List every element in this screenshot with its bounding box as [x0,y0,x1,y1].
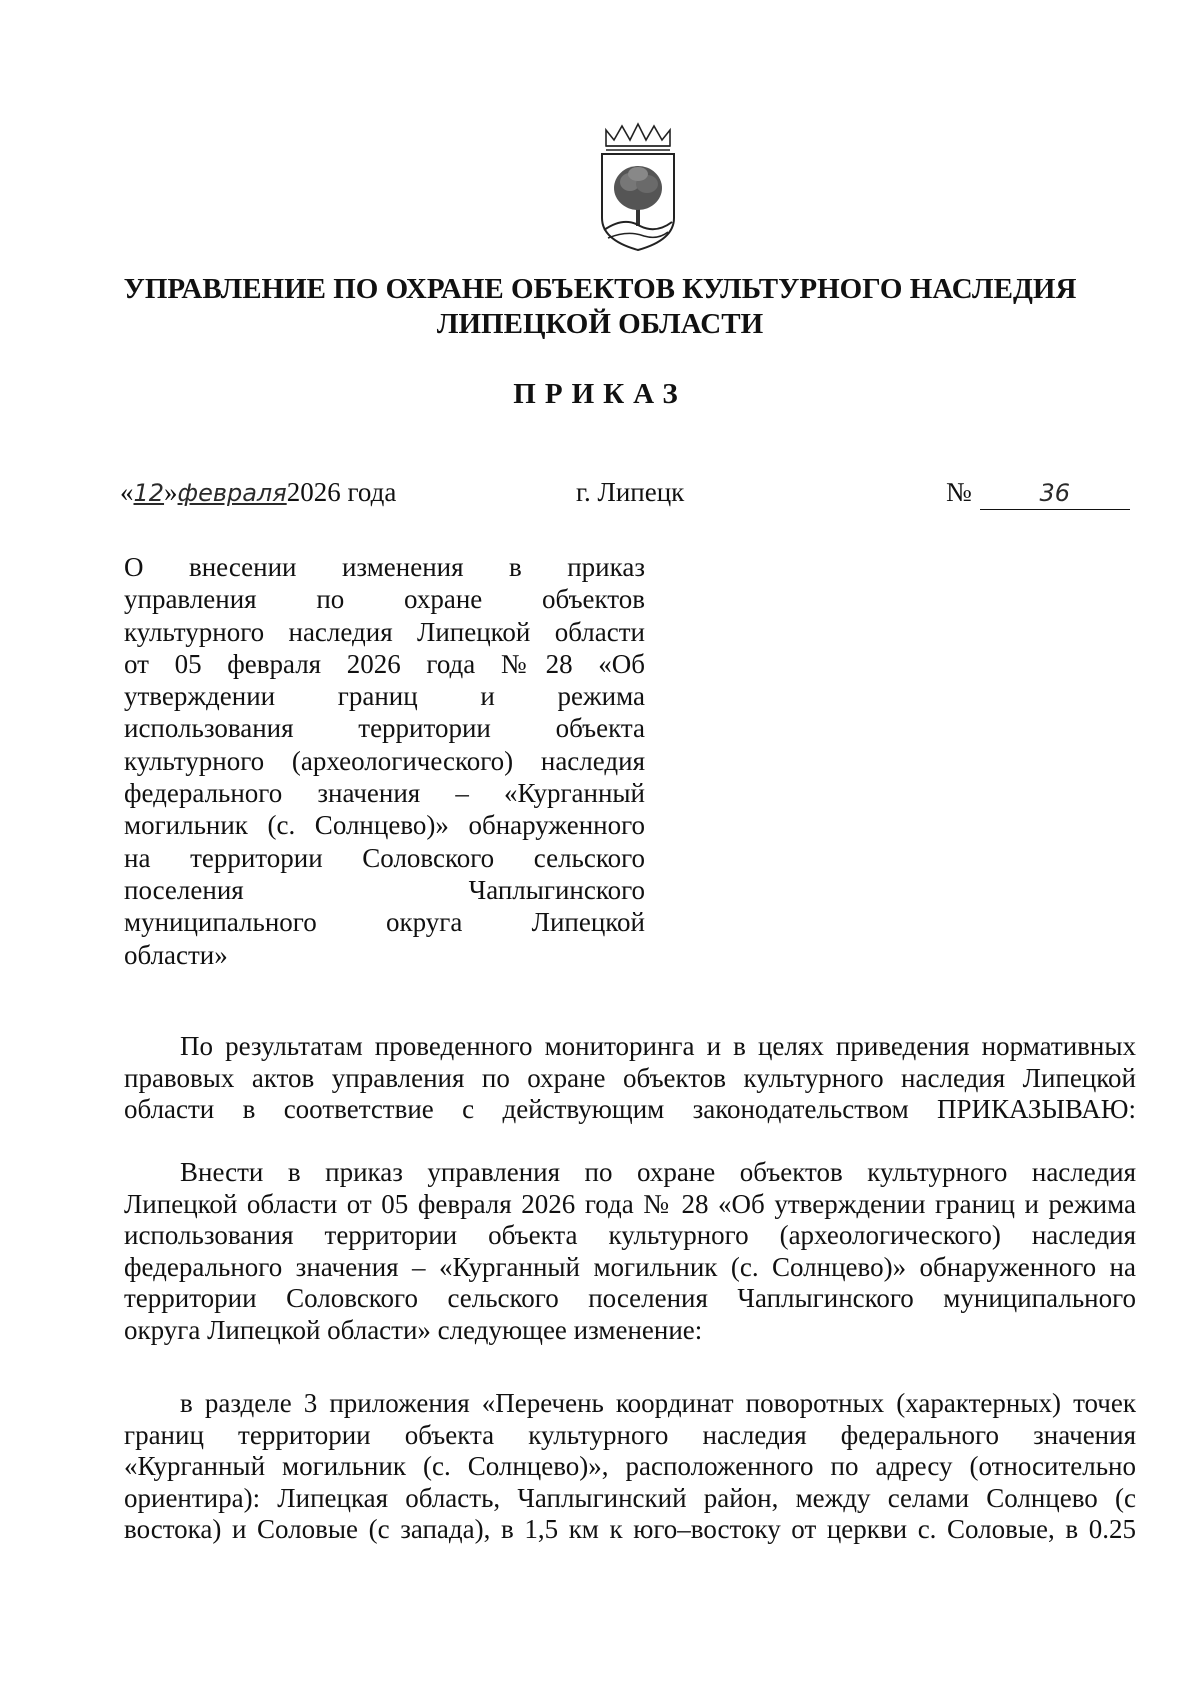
number-value-handwritten: 36 [1039,479,1071,507]
paragraph-line: Липецкой области от 05 февраля 2026 года № 28 «Об утверждении границ и режима [124,1188,1136,1219]
paragraph-line: в разделе 3 приложения «Перечень координат поворотных (характерных) точек [180,1388,1136,1418]
order-subject [124,551,645,971]
paragraph-line: востока) и Соловые (с запада), в 1,5 км к юго–востоку от церкви с. Соловые, в 0.25 [124,1514,1136,1544]
amendment-paragraph [124,1157,1136,1346]
date-quote-close: » [164,477,178,507]
organization-title-line2: ЛИПЕЦКОЙ ОБЛАСТИ [436,308,764,340]
date-day-handwritten: 12 [133,479,165,507]
paragraph-line: округа Липецкой области» следующее изменение: [124,1314,703,1345]
subject-line: культурного наследия Липецкой области [124,616,645,647]
subject-line: на территории Соловского сельского [124,842,645,873]
subject-line: О внесении изменения в приказ [124,552,645,582]
paragraph-line: использования территории объекта культурного (археологического) наследия [124,1220,1136,1250]
date-quote-open: « [120,477,134,507]
date-month-handwritten: февраля [177,479,287,507]
document-type-heading: ПРИКАЗ [513,378,687,410]
paragraph-line: ориентира): Липецкая область, Чаплыгинский район, между селами Солнцево (с [124,1482,1136,1513]
paragraph-line: федерального значения – «Курганный могильник (с. Солнцево)» обнаруженного на [124,1251,1136,1282]
order-date [120,476,396,509]
order-number [946,476,1130,510]
organization-title-line1: УПРАВЛЕНИЕ ПО ОХРАНЕ ОБЪЕКТОВ КУЛЬТУРНОГО НАСЛЕДИЯ [123,273,1077,305]
section-change-paragraph [124,1388,1136,1546]
paragraph-line: правовых актов управления по охране объектов культурного наследия Липецкой [124,1062,1136,1093]
subject-line: использования территории объекта [124,713,645,744]
subject-line: поселения Чаплыгинского [124,874,645,905]
number-underline [980,476,1130,510]
coat-of-arms-emblem [592,122,684,254]
subject-line: утверждении границ и режима [124,681,645,712]
paragraph-line: По результатам проведенного мониторинга и в целях приведения нормативных [180,1031,1136,1061]
subject-line: могильник (с. Солнцево)» обнаруженного [124,810,645,841]
order-city: г. Липецк [576,477,685,507]
subject-line: муниципального округа Липецкой [124,907,645,938]
subject-line: области» [124,939,228,970]
paragraph-line: границ территории объекта культурного наследия федерального значения [124,1419,1136,1450]
subject-line: от 05 февраля 2026 года №28 «Об [124,648,645,679]
preamble-paragraph [124,1031,1136,1126]
paragraph-line: области в соответствие с действующим законодательством ПРИКАЗЫВАЮ: [124,1094,1136,1124]
subject-line: управления по охране объектов [124,584,645,615]
paragraph-line: территории Соловского сельского поселения Чаплыгинского муниципального [124,1283,1136,1313]
paragraph-line: Внести в приказ управления по охране объектов культурного наследия [180,1157,1136,1187]
paragraph-line: «Курганный могильник (с. Солнцево)», расположенного по адресу (относительно [124,1451,1136,1481]
number-label: № [946,477,972,507]
subject-line: федерального значения – «Курганный [124,778,645,809]
date-year: 2026 года [286,477,397,507]
subject-line: культурного (археологического) наследия [124,745,645,776]
